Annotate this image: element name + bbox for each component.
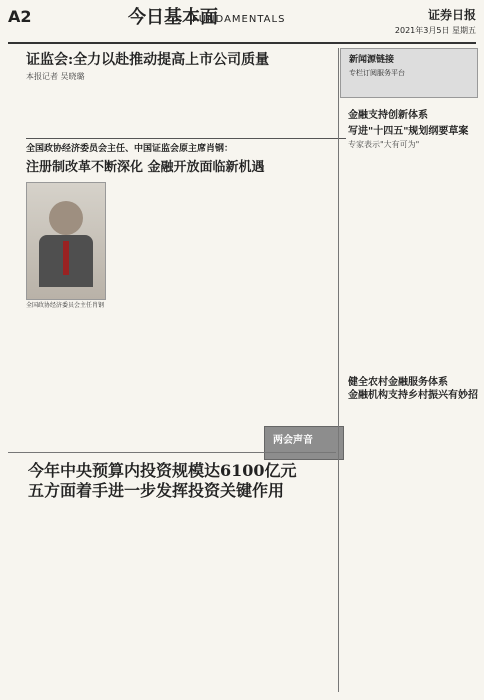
issue-date: 2021年3月5日 星期五 [394,26,476,35]
bottom-headline-2: 五方面着手进一步发挥投资关键作用 [28,481,285,500]
box-subtitle: 专栏订阅服务平台 [349,69,405,77]
photo-caption: 全国政协经济委员会主任肖钢 [26,302,105,309]
right-byline: 专家表示"大有可为" [348,140,420,149]
mid-headline: 注册制改革不断深化 金融开放面临新机遇 [26,160,265,175]
newspaper-brand: 证券日报 [427,8,476,22]
page-code: A2 [8,7,32,26]
right-bottom-headline-2: 金融机构支持乡村振兴有妙招 [348,390,478,401]
section-title: 今日基本面 [128,7,218,28]
top-info-box [340,48,478,98]
section-logo [264,426,344,460]
bottom-headline-1: 今年中央预算内投资规模达6100亿元 [28,461,297,480]
right-headline-2: 写进"十四五"规划纲要草案 [348,126,469,137]
page-header [8,8,476,44]
portrait-photo [26,182,106,300]
portrait-head [49,201,83,235]
horizontal-divider [8,452,336,453]
section-subtitle: FUNDAMENTALS [192,14,286,25]
vertical-divider [338,48,339,692]
right-headline-1: 金融支持创新体系 [348,110,428,121]
section-divider [26,138,346,139]
logo-text: 两会声音 [273,435,313,446]
mid-kicker: 全国政协经济委员会主任、中国证监会原主席肖钢： [26,144,234,154]
lead-headline: 证监会:全力以赴推动提高上市公司质量 [26,52,270,68]
portrait-tie [63,241,69,275]
right-bottom-headline-1: 健全农村金融服务体系 [348,377,448,388]
lead-byline: 本报记者 吴晓璐 [26,72,85,81]
box-title: 新闻源链接 [349,55,395,65]
